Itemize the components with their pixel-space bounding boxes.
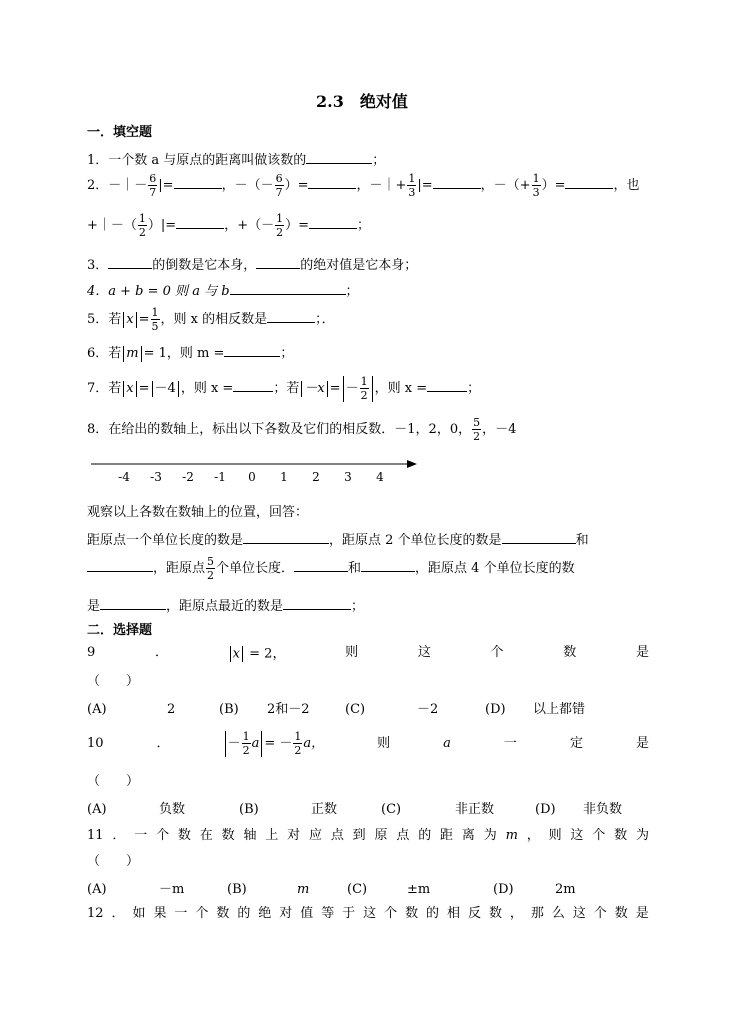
- option-value: 2: [167, 702, 176, 717]
- blank: [283, 598, 351, 610]
- word: 个: [156, 828, 170, 843]
- q11-paren: （ ）: [87, 854, 140, 869]
- word: 这: [570, 828, 584, 843]
- question-5: 5．若 x = $\frac{1}{5}$ ，则 x 的相反数是 ；．: [87, 306, 335, 333]
- obs-line-4: 是 ，距原点最近的数是 ；: [87, 599, 365, 614]
- word: ．: [111, 906, 125, 921]
- tick-label: 0: [248, 470, 256, 484]
- word: 上: [265, 828, 279, 843]
- word: 个: [384, 906, 398, 921]
- option-label: (B): [219, 702, 239, 717]
- word: 数: [614, 828, 628, 843]
- blank: [243, 532, 329, 544]
- word: 相: [447, 906, 461, 921]
- blank: [87, 560, 153, 572]
- word: 12: [87, 906, 104, 921]
- word: 反: [467, 906, 481, 921]
- fraction: $\frac{6}{7}$: [149, 172, 157, 199]
- blank: [224, 345, 280, 357]
- section-fill-heading: 一．填空题: [87, 125, 153, 140]
- obs-line-2: 距原点一个单位长度的数是 ，距原点 2 个单位长度的数是 和: [87, 533, 589, 548]
- word: 为: [483, 828, 497, 843]
- fraction: $\frac{1}{3}$: [532, 172, 540, 199]
- blank: [233, 380, 273, 392]
- word: 一: [174, 906, 188, 921]
- word: 点: [396, 828, 410, 843]
- blank: [294, 560, 348, 572]
- blank: [427, 380, 467, 392]
- option-value: －2: [417, 702, 439, 717]
- obs-line-3: ，距原点 $\frac{5}{2}$ 个单位长度． 和 ，距原点 4 个单位长度的数: [87, 555, 575, 582]
- fraction: $\frac{1}{5}$: [151, 306, 159, 333]
- word: 对: [287, 828, 301, 843]
- question-7: 7．若 x = －4 ，则 x = ；若 －x = － $\frac{1}{2}$ ，则 x = ；: [87, 375, 481, 402]
- question-6: 6．若 m = 1，则 m = ；: [87, 346, 294, 361]
- word: 个: [592, 828, 606, 843]
- word: 的: [418, 828, 432, 843]
- question-11: [87, 829, 649, 842]
- fraction: $\frac{5}{2}$: [473, 416, 481, 443]
- word: 数: [614, 906, 628, 921]
- q11-options: (A) －m (B) m (C) ±m (D) 2m: [87, 882, 576, 897]
- section-choice-heading: 二．选择题: [87, 623, 153, 638]
- word: m: [505, 828, 518, 843]
- blank: [309, 217, 357, 229]
- blank: [306, 152, 372, 164]
- q10-options: (A) 负数 (B) 正数 (C) 非正数 (D) 非负数: [87, 802, 623, 817]
- q9-options: [87, 703, 585, 716]
- question-9: 9 ． x = 2， 则 这 个 数 是: [87, 645, 649, 662]
- word: 如: [132, 906, 146, 921]
- question-2: 2．－｜－ $\frac{6}{7}$ |= ，－（－ $\frac{6}{7}$ ）= ，－｜+ $\frac{1}{3}$ |= ，－（+ $\frac{1}{3}$ ）= ，也: [87, 172, 640, 199]
- word: 绝: [258, 906, 272, 921]
- word: 则: [548, 828, 562, 843]
- option-value: 以上都错: [533, 702, 586, 717]
- word: 值: [300, 906, 314, 921]
- blank: [433, 177, 481, 189]
- word: 数: [177, 828, 191, 843]
- blank: [565, 177, 613, 189]
- word: 这: [572, 906, 586, 921]
- blank: [267, 311, 315, 323]
- word: 11: [87, 828, 104, 843]
- fraction: $\frac{1}{2}$: [276, 212, 284, 239]
- word: 数: [405, 906, 419, 921]
- word: 那: [530, 906, 544, 921]
- question-3: 3． 的倒数是它本身， 的绝对值是它本身；: [87, 258, 418, 273]
- word: 一: [134, 828, 148, 843]
- question-8: 8．在给出的数轴上，标出以下各数及它们的相反数．－1，2，0， $\frac{5}{2}$ ，－4: [87, 416, 517, 443]
- option-label: (C): [345, 702, 366, 717]
- blank: [108, 257, 152, 269]
- blank: [176, 217, 224, 229]
- tick-label: 1: [280, 470, 288, 484]
- tick-label: -1: [214, 470, 226, 484]
- page-title: 2.3 绝对值: [316, 92, 408, 111]
- tick-label: 2: [312, 470, 320, 484]
- q9-paren: （ ）: [87, 674, 140, 689]
- option-label: (D): [485, 702, 506, 717]
- q10-paren: （ ）: [87, 774, 140, 789]
- word: ．: [112, 828, 126, 843]
- word: 个: [195, 906, 209, 921]
- fraction: $\frac{6}{7}$: [275, 172, 283, 199]
- word: 原: [374, 828, 388, 843]
- fraction: $\frac{1}{3}$: [408, 172, 416, 199]
- question-10: 10 ． － $\frac{1}{2}$ a = － $\frac{1}{2}$ a， 则 a 一 定 是: [87, 730, 649, 757]
- word: 到: [352, 828, 366, 843]
- word: 数: [216, 906, 230, 921]
- blank: [100, 598, 166, 610]
- word: 是: [635, 906, 649, 921]
- word: 数: [221, 828, 235, 843]
- word: 点: [330, 828, 344, 843]
- word: 等: [321, 906, 335, 921]
- question-1: 1．一个数 a 与原点的距离叫做该数的 ；: [87, 153, 386, 168]
- word: 对: [279, 906, 293, 921]
- word: 的: [237, 906, 251, 921]
- tick-label: -4: [118, 470, 130, 484]
- word: 在: [199, 828, 213, 843]
- word: 么: [551, 906, 565, 921]
- word: 轴: [243, 828, 257, 843]
- question-4: 4．a + b = 0 则 a 与 b ；: [87, 284, 359, 299]
- word: 个: [593, 906, 607, 921]
- tick-label: 3: [344, 470, 352, 484]
- word: ，: [509, 906, 523, 921]
- question-12: [87, 907, 649, 920]
- word: 果: [153, 906, 167, 921]
- blank: [361, 560, 415, 572]
- blank: [174, 177, 222, 189]
- fraction: $\frac{1}{2}$: [360, 375, 368, 402]
- word: 为: [635, 828, 649, 843]
- obs-line-1: 观察以上各数在数轴上的位置，回答：: [87, 505, 309, 520]
- option-value: 2和－2: [267, 702, 310, 717]
- blank: [256, 257, 300, 269]
- question-2-cont: +｜－（ $\frac{1}{2}$ ）|= ，+（－ $\frac{1}{2}$ ）= ；: [87, 212, 371, 239]
- tick-label: -3: [150, 470, 162, 484]
- tick-label: -2: [182, 470, 194, 484]
- word: 于: [342, 906, 356, 921]
- blank: [502, 532, 576, 544]
- fraction: $\frac{1}{2}$: [138, 212, 146, 239]
- word: ，: [526, 828, 540, 843]
- blank: [308, 177, 356, 189]
- word: 离: [461, 828, 475, 843]
- word: 距: [440, 828, 454, 843]
- word: 数: [488, 906, 502, 921]
- number-line: [87, 452, 427, 488]
- word: 的: [426, 906, 440, 921]
- word: 应: [308, 828, 322, 843]
- tick-label: 4: [376, 470, 384, 484]
- word: 这: [363, 906, 377, 921]
- blank: [230, 283, 346, 295]
- fraction: $\frac{5}{2}$: [207, 555, 215, 582]
- option-label: (A): [87, 702, 107, 717]
